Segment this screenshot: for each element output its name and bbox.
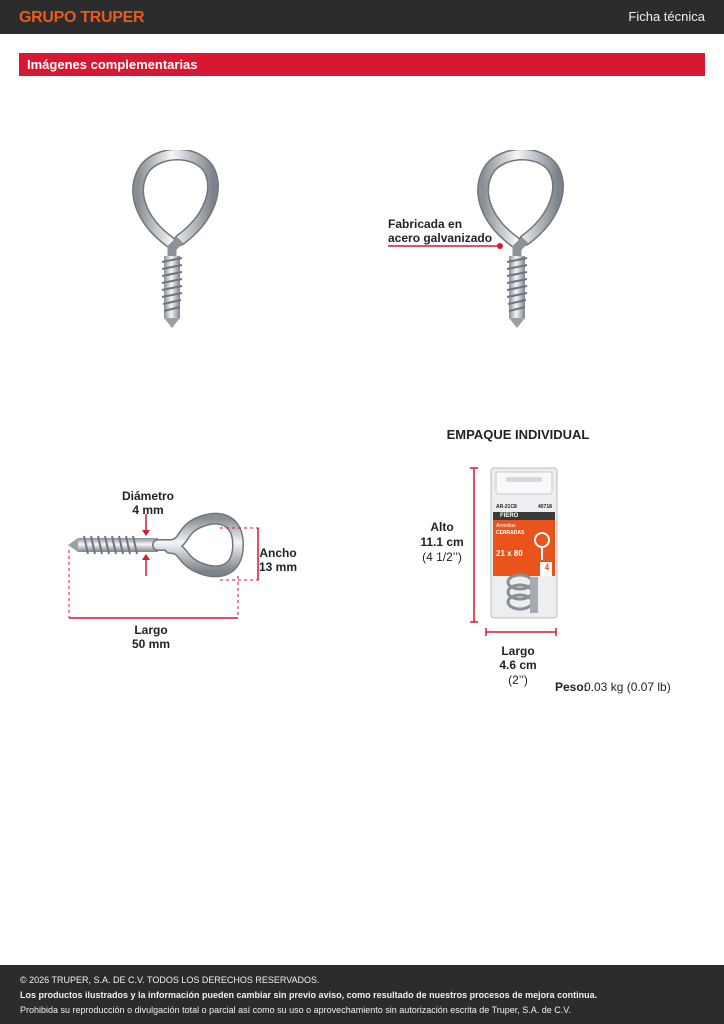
package-height-in: (4 1/2’’) — [422, 550, 462, 564]
section-header — [19, 53, 705, 76]
footer — [0, 965, 724, 1024]
length-label: Largo — [134, 623, 168, 637]
footer-copyright: © 2026 TRUPER, S.A. DE C.V. TODOS LOS DERECHOS RESERVADOS. — [20, 975, 320, 985]
diameter-value: 4 mm — [132, 503, 164, 517]
package-card-size: 21 x 80 — [496, 549, 523, 558]
package-length-label: Largo — [501, 644, 535, 658]
footer-notice: Los productos ilustrados y la información pueden cambiar sin previo aviso, como resultado de nuestros procesos de mejora continua. — [20, 990, 598, 1000]
section-title: Imágenes complementarias — [27, 57, 198, 72]
length-value: 50 mm — [131, 637, 171, 651]
package-height-label: Alto — [430, 520, 454, 534]
package-length-cm: 4.6 cm — [499, 658, 537, 672]
brand-logo: GRUPO TRUPER — [19, 9, 145, 26]
material-callout-line1: Fabricada en — [388, 217, 463, 231]
footer-prohibition: Prohibida su reproducción o divulgación total o parcial así como su uso o aprovechamiento sin autorización escrita de Truper, S.A. de C.V. — [20, 1005, 571, 1015]
package-card-sku: 40718 — [538, 504, 552, 510]
package-card-code: AR-21C8 — [496, 504, 517, 510]
width-value: 13 mm — [258, 560, 298, 574]
top-bar — [0, 0, 724, 34]
package-card-brand: FIERO — [500, 513, 519, 519]
document-type: Ficha técnica — [628, 9, 705, 24]
package-weight-value: 0.03 kg (0.07 lb) — [584, 680, 671, 694]
package-card-product-line1: Armellas — [496, 523, 516, 529]
package-card-count: 4 — [544, 563, 550, 572]
width-label: Ancho — [259, 546, 297, 560]
diameter-label: Diámetro — [121, 489, 174, 503]
package-height-cm: 11.1 cm — [420, 535, 464, 549]
material-callout-line2: acero galvanizado — [388, 231, 493, 245]
package-title: EMPAQUE INDIVIDUAL — [446, 427, 590, 442]
package-weight-label: Peso: — [555, 680, 588, 694]
eye-screw-image — [120, 150, 230, 330]
package-card-product-line2: CERRADAS — [496, 530, 525, 536]
package-length-in: (2’’) — [508, 673, 528, 687]
